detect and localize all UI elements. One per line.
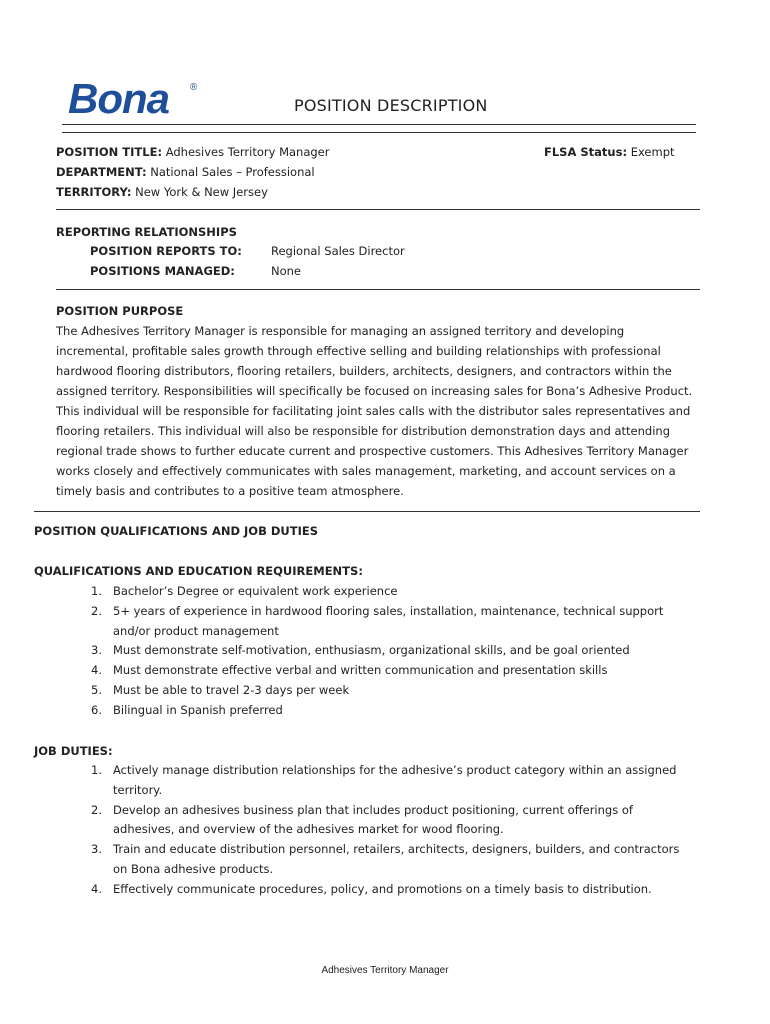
positions-managed-label: POSITIONS MANAGED: xyxy=(90,264,235,278)
flsa-status-label: FLSA Status: xyxy=(544,145,628,159)
qualifications-section-heading: POSITION QUALIFICATIONS AND JOB DUTIES xyxy=(34,524,318,538)
header-rule-bottom xyxy=(62,132,696,133)
info-divider xyxy=(56,209,700,210)
document-title: POSITION DESCRIPTION xyxy=(294,96,488,115)
department-line xyxy=(56,162,315,182)
list-item: 6. Bilingual in Spanish preferred xyxy=(91,702,283,717)
job-duties-heading: JOB DUTIES: xyxy=(34,744,113,758)
qualifications-list xyxy=(91,582,691,721)
logo-wordmark: Bona xyxy=(68,76,169,120)
position-title-label: POSITION TITLE: xyxy=(56,145,163,159)
reporting-heading: REPORTING RELATIONSHIPS xyxy=(56,225,237,239)
job-duties-list xyxy=(91,761,691,900)
position-title-value: Adhesives Territory Manager xyxy=(165,145,330,159)
department-label: DEPARTMENT: xyxy=(56,165,147,179)
header-rule-top xyxy=(62,124,696,125)
list-item: 2. Develop an adhesives business plan that includes product positioning, current offerings of adhesives, and overview of the adhesives market for wood flooring. xyxy=(91,802,633,837)
reporting-divider xyxy=(56,289,700,290)
list-item: 1. Bachelor’s Degree or equivalent work experience xyxy=(91,584,398,598)
list-item: 4. Must demonstrate effective verbal and written communication and presentation skills xyxy=(91,663,608,678)
flsa-status-value: Exempt xyxy=(630,145,675,159)
positions-managed-value: None xyxy=(271,264,302,278)
list-item: 3. Must demonstrate self-motivation, enthusiasm, organizational skills, and be goal oriented xyxy=(91,643,630,658)
purpose-divider xyxy=(34,511,700,512)
flsa-status-line xyxy=(544,142,675,162)
list-item: 2. 5+ years of experience in hardwood flooring sales, installation, maintenance, technical support and/or product management xyxy=(91,603,664,638)
purpose-paragraph: The Adhesives Territory Manager is responsible for managing an assigned territory and developing incremental, profitable sales growth through effective selling and building relationships with professional hardwood flooring distributors, flooring retailers, builders, architects, designers, and contractors within the assigned territory. Responsibilities will specifically be focused on increasing sales for Bona’s Adhesive Product. This individual will be responsible for facilitating joint sales calls with the distributor sales representatives and flooring retailers. This individual will also be responsible for distribution demonstration days and attending regional trade shows to further educate current and prospective customers. This Adhesives Territory Manager works closely and effectively communicates with sales management, marketing, and account services on a timely basis and contributes to a positive team atmosphere. xyxy=(56,324,693,498)
logo-registered-mark: ® xyxy=(190,82,198,93)
department-value: National Sales – Professional xyxy=(150,165,315,179)
reports-to-value: Regional Sales Director xyxy=(271,244,405,258)
list-item: 4. Effectively communicate procedures, policy, and promotions on a timely basis to distribution. xyxy=(91,881,652,896)
position-title-line xyxy=(56,142,329,162)
purpose-heading: POSITION PURPOSE xyxy=(56,304,184,318)
list-item: 1. Actively manage distribution relationships for the adhesive’s product category within an assigned territory. xyxy=(91,763,677,797)
territory-value: New York & New Jersey xyxy=(135,185,268,199)
territory-label: TERRITORY: xyxy=(56,185,132,199)
qualifications-heading: QUALIFICATIONS AND EDUCATION REQUIREMENTS: xyxy=(34,564,363,578)
list-item: 3. Train and educate distribution personnel, retailers, architects, designers, builders, and contractors on Bona adhesive products. xyxy=(91,842,680,876)
territory-line xyxy=(56,182,268,202)
bona-logo xyxy=(68,76,208,120)
reports-to-label: POSITION REPORTS TO: xyxy=(90,244,242,258)
list-item: 5. Must be able to travel 2-3 days per week xyxy=(91,682,350,697)
page-footer: Adhesives Territory Manager xyxy=(321,965,449,976)
